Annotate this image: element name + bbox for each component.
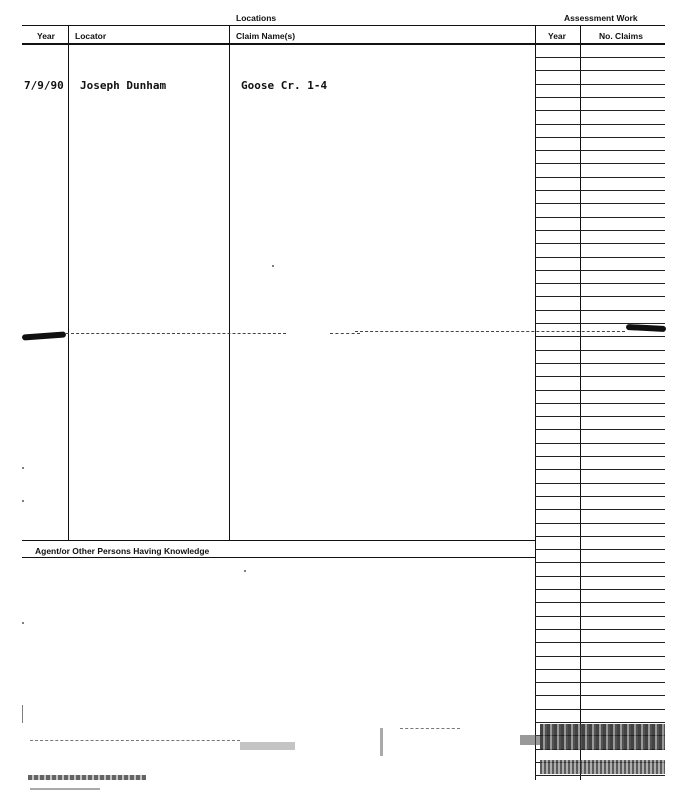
assessment-work-row-line [535, 150, 665, 151]
scan-speck [22, 467, 24, 469]
scan-speck [22, 705, 23, 723]
locations-bottom-rule [22, 540, 535, 541]
scan-speck [22, 500, 24, 502]
header-top-rule [22, 25, 665, 26]
header-bottom-rule [22, 43, 665, 45]
assessment-work-row-line [535, 363, 665, 364]
scan-speck [22, 622, 24, 624]
assessment-work-row-line [535, 390, 665, 391]
assessment-work-row-line [535, 682, 665, 683]
assessment-work-row-line [535, 124, 665, 125]
assessment-work-row-line [535, 642, 665, 643]
scan-noise-block [240, 742, 295, 750]
assessment-work-row-line [535, 429, 665, 430]
scan-noise-block [520, 735, 540, 745]
assessment-work-row-line [535, 190, 665, 191]
assessment-work-row-line [535, 602, 665, 603]
assessment-work-row-line [535, 270, 665, 271]
scan-noise-block [28, 775, 146, 780]
entry-locator: Joseph Dunham [80, 79, 167, 92]
assessment-work-row-line [535, 376, 665, 377]
assessment-work-row-line [535, 350, 665, 351]
assessment-work-row-line [535, 456, 665, 457]
assessment-work-row-line [535, 496, 665, 497]
agent-section-label: Agent/or Other Persons Having Knowledge [35, 546, 210, 556]
assessment-work-row-line [535, 656, 665, 657]
scan-noise-block [30, 788, 100, 790]
entry-claim-names: Goose Cr. 1-4 [241, 79, 328, 92]
assessment-work-row-line [535, 669, 665, 670]
assessment-work-row-line [535, 84, 665, 85]
assessment-work-row-line [535, 97, 665, 98]
assessment-work-row-line [535, 177, 665, 178]
fold-line-mid [330, 333, 360, 335]
assessment-work-row-line [535, 230, 665, 231]
assessment-work-row-line [535, 629, 665, 630]
assessment-work-title: Assessment Work [564, 13, 638, 23]
assessment-work-row-line [535, 775, 665, 776]
assessment-work-row-line [535, 163, 665, 164]
assessment-work-row-line [535, 336, 665, 337]
column-header-locator: Locator [75, 31, 107, 41]
assessment-work-row-line [535, 110, 665, 111]
assessment-work-row-line [535, 576, 665, 577]
assessment-work-row-line [535, 709, 665, 710]
bottom-dashed-line [30, 740, 240, 742]
assessment-work-row-line [535, 257, 665, 258]
column-header-aw-year: Year [548, 31, 566, 41]
divider-locator-claims [229, 25, 230, 540]
scan-noise-block [540, 724, 665, 750]
assessment-work-row-line [535, 217, 665, 218]
assessment-work-row-line [535, 310, 665, 311]
assessment-work-row-line [535, 296, 665, 297]
entry-year: 7/9/90 [24, 79, 64, 92]
assessment-work-row-line [535, 616, 665, 617]
scan-noise-block [540, 760, 665, 774]
assessment-work-row-line [535, 323, 665, 324]
assessment-work-row-line [535, 536, 665, 537]
scan-noise-block [380, 728, 383, 756]
assessment-work-row-line [535, 137, 665, 138]
scan-speck [244, 570, 246, 572]
assessment-work-row-line [535, 695, 665, 696]
fold-line-right [355, 331, 625, 333]
agent-section-rule [22, 557, 535, 558]
assessment-work-row-line [535, 443, 665, 444]
column-header-year: Year [37, 31, 55, 41]
scan-speck [272, 265, 274, 267]
assessment-work-row-line [535, 283, 665, 284]
assessment-work-row-line [535, 57, 665, 58]
assessment-work-row-line [535, 483, 665, 484]
ink-smudge-left [22, 331, 66, 340]
assessment-work-row-line [535, 722, 665, 723]
assessment-work-row-line [535, 589, 665, 590]
fold-line-left [66, 333, 286, 335]
ink-smudge-right [626, 324, 666, 332]
assessment-work-row-line [535, 509, 665, 510]
assessment-work-row-line [535, 403, 665, 404]
assessment-work-row-line [535, 549, 665, 550]
divider-year-locator [68, 25, 69, 540]
assessment-work-row-line [535, 469, 665, 470]
assessment-work-row-line [535, 243, 665, 244]
assessment-work-row-line [535, 203, 665, 204]
column-header-claim-names: Claim Name(s) [236, 31, 296, 41]
column-header-no-claims: No. Claims [599, 31, 643, 41]
assessment-work-row-line [535, 523, 665, 524]
assessment-work-row-line [535, 562, 665, 563]
bottom-dashed-line-2 [400, 728, 460, 730]
assessment-work-row-line [535, 70, 665, 71]
locations-title: Locations [236, 13, 277, 23]
assessment-work-row-line [535, 416, 665, 417]
